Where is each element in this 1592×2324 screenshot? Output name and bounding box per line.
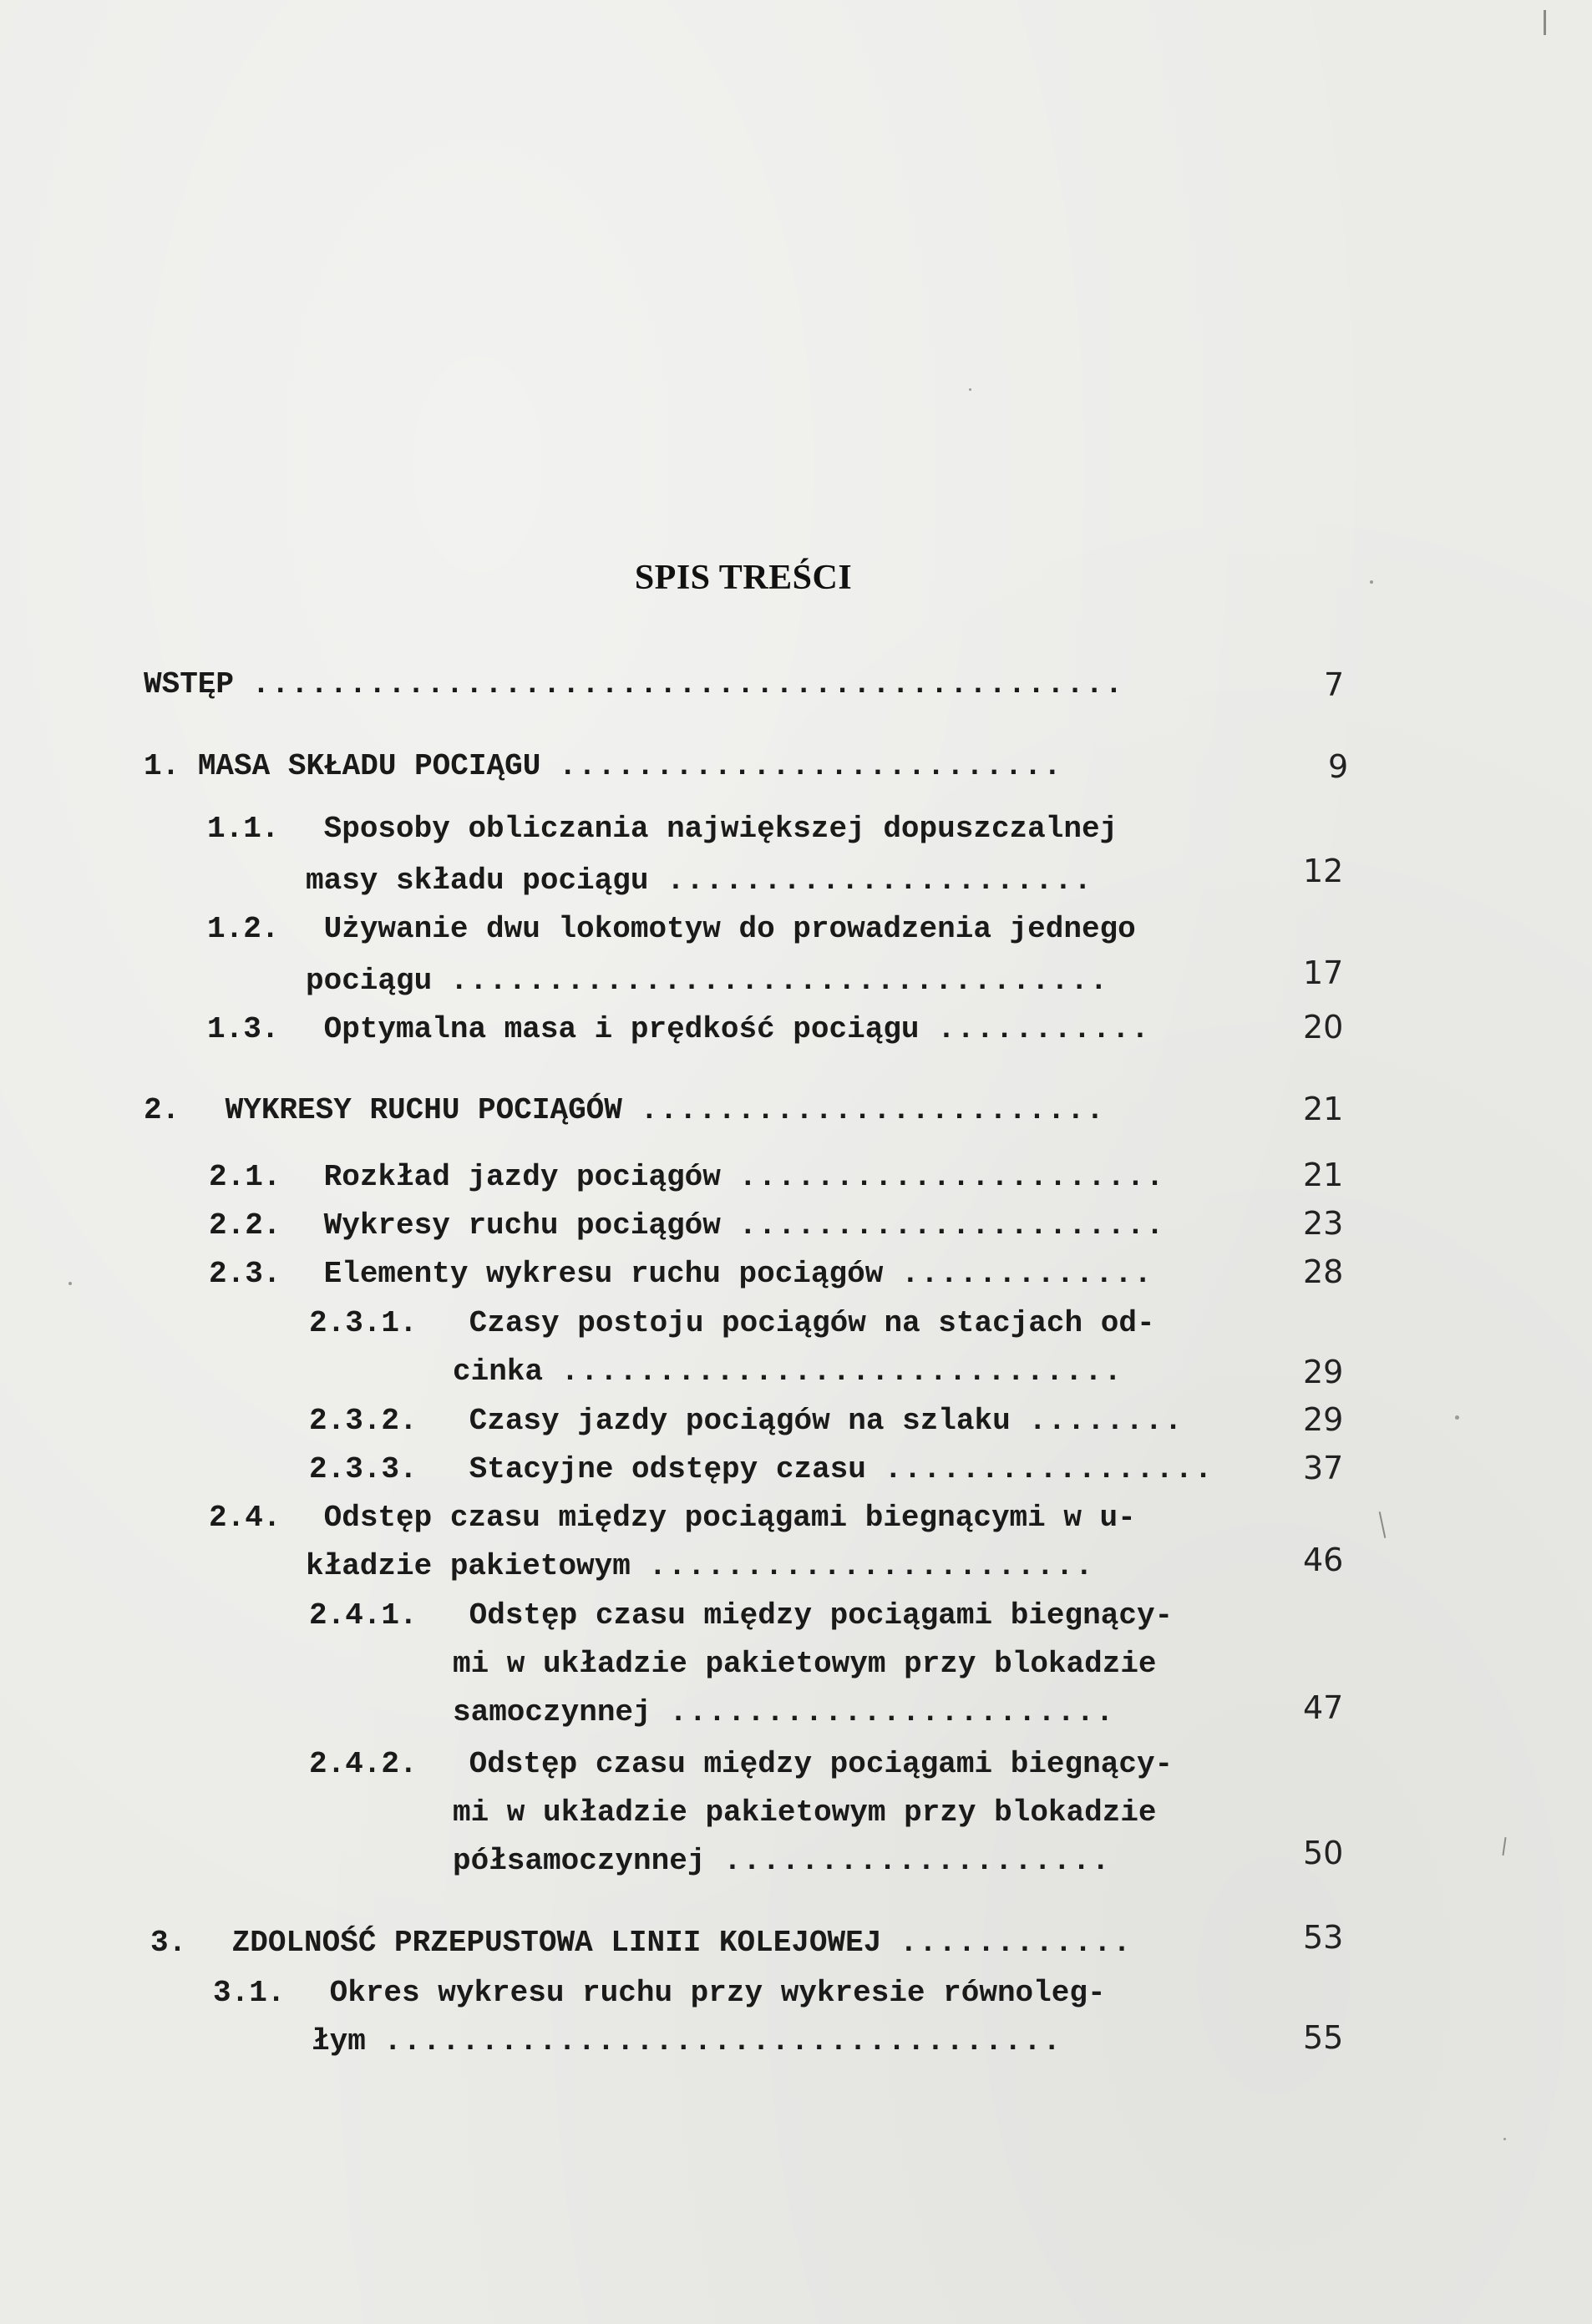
toc-entry-title: masy składu pociągu [306,863,649,898]
toc-entry-title: Optymalna masa i prędkość pociągu [323,1012,920,1046]
leader-dots: ............................................. [251,667,1124,701]
toc-entry [207,909,1136,950]
toc-entry [144,1090,1105,1132]
toc-entry-continuation [453,1351,1123,1393]
toc-entry-title: Rozkład jazdy pociągów [323,1160,721,1194]
toc-entry-title: kładzie pakietowym [306,1549,631,1583]
toc-entry-continuation [312,2021,1062,2063]
leader-dots: .................................. [449,964,1109,998]
leader-dots: ........... [937,1012,1151,1046]
toc-entry-number: 2.4.1. [309,1598,418,1633]
leader-dots: ...................... [738,1208,1165,1243]
leader-dots: ...................... [738,1160,1165,1194]
scan-artifact [1370,580,1373,584]
scan-artifact [1503,2138,1506,2140]
leader-dots: ...................... [667,863,1093,898]
toc-entry-title: WYKRESY RUCHU POCIĄGÓW [225,1093,622,1127]
toc-entry-title: WSTĘP [144,667,235,701]
toc-entry-title: łym [312,2024,366,2058]
leader-dots: ................................... [383,2024,1062,2058]
toc-entry-title: ZDOLNOŚĆ PRZEPUSTOWA LINII KOLEJOWEJ [231,1926,882,1960]
toc-page-number: 55 [1303,2019,1344,2056]
leader-dots: ............. [900,1257,1153,1291]
leader-dots: .................... [723,1844,1112,1878]
toc-entry [309,1595,1173,1637]
toc-page-number: 50 [1303,1835,1344,1871]
toc-entry-title: Odstęp czasu między pociągami biegnący- [469,1747,1174,1781]
toc-entry [209,1253,1153,1295]
leader-dots: ....................... [648,1549,1095,1583]
toc-page-number: 7 [1324,666,1345,703]
toc-entry-number: 1.3. [207,1012,280,1046]
leader-dots: ............ [899,1926,1133,1960]
toc-entry-continuation [306,960,1109,1002]
toc-entry-number: 2.4.2. [309,1747,418,1781]
toc-entry-number: 2.3.2. [309,1404,418,1438]
leader-dots: ............................. [560,1354,1123,1389]
toc-entry-number: 3. [150,1926,187,1960]
toc-entry [209,1497,1136,1539]
leader-dots: ................. [884,1452,1214,1486]
toc-entry-number: 3.1. [213,1976,286,2010]
toc-entry-title: Stacyjne odstępy czasu [469,1452,866,1486]
toc-entry-title: Używanie dwu lokomotyw do prowadzenia jednego [323,912,1136,946]
toc-entry [207,1009,1150,1051]
toc-entry-title: Czasy postoju pociągów na stacjach od- [469,1306,1155,1340]
scan-artifact [1544,10,1546,35]
toc-entry-number: 2.3.3. [309,1452,418,1486]
toc-page-number: 23 [1303,1205,1344,1242]
toc-entry-title: cinka [453,1354,544,1389]
toc-entry-continuation [453,1692,1115,1734]
toc-entry-number: 2.1. [209,1160,281,1194]
toc-entry-continuation [453,1840,1111,1882]
toc-entry-continuation [453,1792,1157,1834]
toc-entry-title: półsamoczynnej [453,1844,706,1878]
toc-entry [213,1972,1106,2014]
toc-page-number: 21 [1303,1157,1344,1193]
toc-entry [150,1922,1132,1964]
scan-artifact [1502,1837,1506,1856]
toc-entry-number: 2.3.1. [309,1306,418,1340]
leader-dots: .......................... [558,749,1063,783]
toc-entry [209,1157,1165,1198]
toc-entry [309,1744,1173,1785]
toc-entry-title: Wykresy ruchu pociągów [323,1208,721,1243]
toc-entry-title: Sposoby obliczania największej dopuszczalnej [323,812,1118,846]
toc-entry [309,1400,1184,1442]
toc-entry-title: mi w układzie pakietowym przy blokadzie [453,1647,1157,1681]
leader-dots: ........ [1028,1404,1184,1438]
toc-entry [144,664,1124,706]
toc-entry-number: 2.3. [209,1257,281,1291]
toc-entry-number: 2. [144,1093,180,1127]
toc-entry-title: Czasy jazdy pociągów na szlaku [469,1404,1011,1438]
scan-artifact [68,1282,72,1285]
toc-page-number: 47 [1303,1689,1344,1726]
toc-entry [209,1205,1165,1247]
scan-artifact [1455,1415,1459,1420]
toc-entry-title: Odstęp czasu między pociągami biegnącymi w u- [323,1501,1136,1535]
toc-entry-number: 1.2. [207,912,280,946]
toc-page-number: 28 [1303,1253,1344,1290]
toc-entry [207,808,1118,850]
toc-entry-title: Odstęp czasu między pociągami biegnący- [469,1598,1174,1633]
page-title: SPIS TREŚCI [634,559,853,597]
toc-entry [309,1449,1214,1491]
toc-entry-title: pociągu [306,964,433,998]
toc-page-number: 9 [1328,748,1349,785]
toc-page-number: 21 [1303,1091,1344,1127]
toc-entry-title: MASA SKŁADU POCIĄGU [197,749,541,783]
toc-page-number: 29 [1303,1354,1344,1390]
toc-entry-continuation [306,860,1093,902]
leader-dots: ........................ [640,1093,1106,1127]
toc-entry-title: Okres wykresu ruchu przy wykresie równoleg- [329,1976,1106,2010]
toc-entry-number: 1.1. [207,812,280,846]
toc-entry-continuation [306,1546,1094,1587]
toc-entry-title: samoczynnej [453,1695,652,1729]
toc-page-number: 17 [1303,954,1344,991]
toc-entry-title: Elementy wykresu ruchu pociągów [323,1257,884,1291]
toc-entry-number: 2.2. [209,1208,281,1243]
toc-page-number: 53 [1303,1919,1344,1956]
toc-page-number: 46 [1303,1542,1344,1578]
scan-artifact [969,388,971,391]
scan-artifact [1379,1511,1387,1538]
toc-page-number: 20 [1303,1009,1344,1046]
toc-entry-number: 2.4. [209,1501,281,1535]
toc-entry-title: mi w układzie pakietowym przy blokadzie [453,1795,1157,1830]
toc-entry-continuation [453,1643,1157,1685]
toc-page-number: 29 [1303,1401,1344,1438]
leader-dots: ....................... [669,1695,1115,1729]
toc-page-number: 37 [1303,1450,1344,1486]
toc-entry [309,1303,1155,1344]
toc-entry [144,746,1062,787]
toc-page-number: 12 [1303,853,1344,889]
toc-entry-number: 1. [144,749,180,783]
